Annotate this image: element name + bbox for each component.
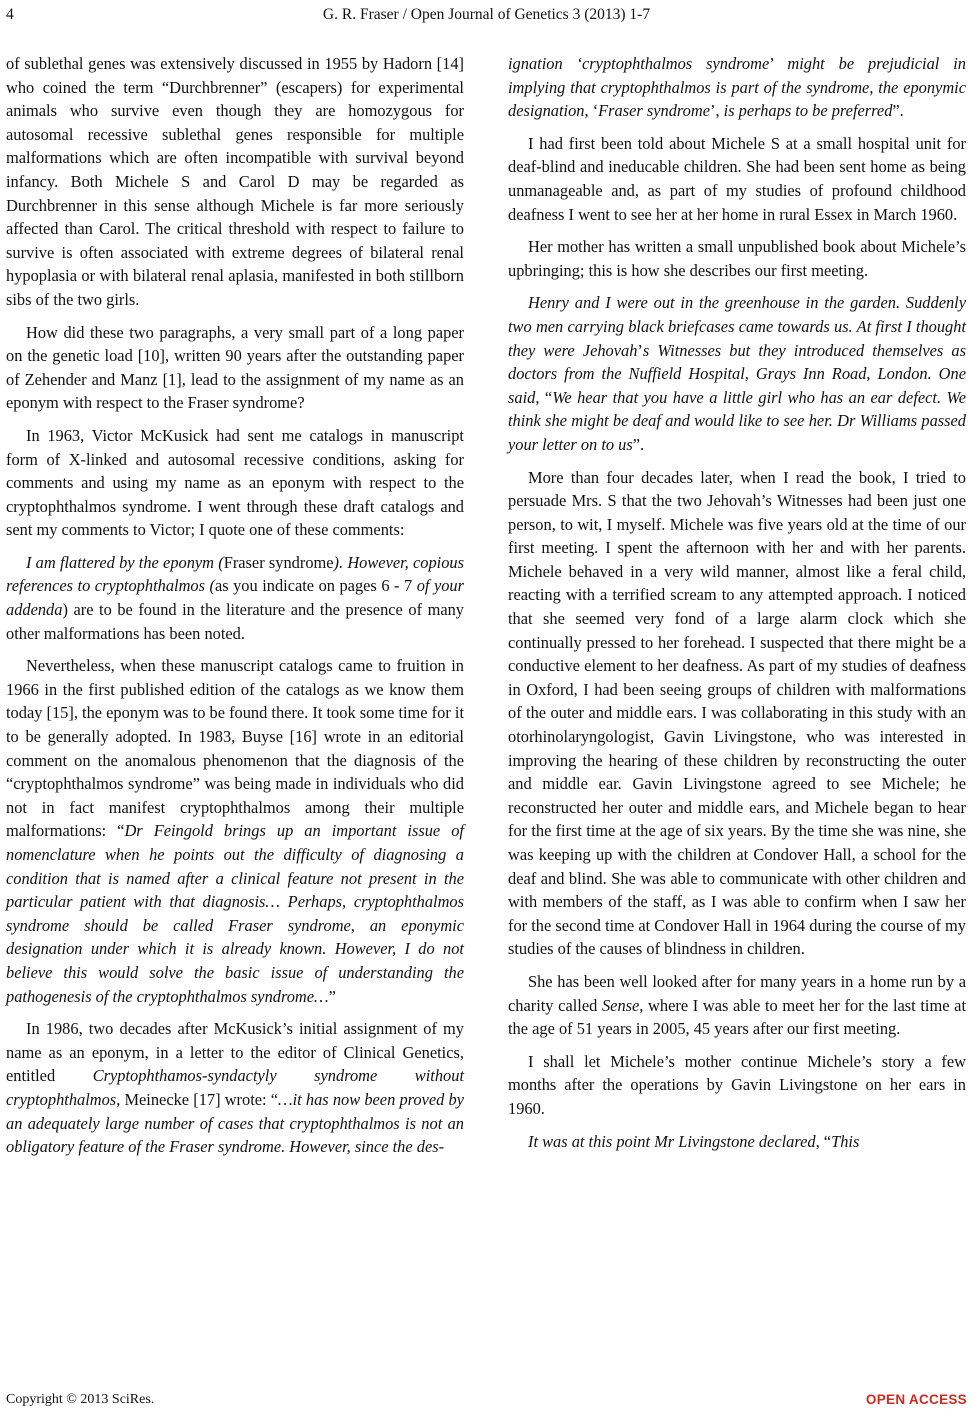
text-span: ’ bbox=[637, 340, 643, 360]
text-span: as you indicate on pages bbox=[214, 576, 377, 596]
text-span: ’ bbox=[769, 54, 788, 73]
left-column bbox=[6, 52, 464, 1168]
text-span: ”. bbox=[892, 101, 904, 121]
text-span: It was at this point Mr Livingstone declared bbox=[528, 1131, 816, 1151]
paragraph bbox=[6, 654, 464, 1008]
quote-paragraph bbox=[508, 1130, 966, 1154]
italic-quote: Dr Feingold brings up an important issue of nomenclature when he points out the difficulty of diagnosing a condition that is named after a clinical feature not present in the particular patient with that diagnosis… Perhaps, cryptophthalmos syndrome should be called Fraser syndrome, an eponymic designation under which it is already known. However, I do not believe this would solve the basic issue of understanding the pathogenesis of the cryptophthalmos syndrome… bbox=[6, 821, 464, 1006]
paragraph bbox=[508, 52, 966, 123]
paragraph: Her mother has written a small unpublished book about Michele’s upbringing; this is how she describes our first meeting. bbox=[508, 237, 966, 280]
text-span: , “ bbox=[815, 1131, 832, 1151]
paragraph: I had first been told about Michele S at a small hospital unit for deaf-blind and ineducable children. She had been sent home as being unmanageable and, as part of my studies of profound childhood deafness I went to see her at her home in rural Essex in March 1960. bbox=[508, 133, 966, 224]
text-span: Nevertheless, when these manuscript catalogs came to fruition in 1966 in the first published edition of the catalogs as we know them today [15], the eponym was to be found there. It took some time for it to be generally adopted. In 1983, Buyse [16] wrote in an editorial comment on the anomalous phenomenon that the diagnosis of the “cryptophthalmos syndrome” was being made in individuals who did not in fact manifest cryptophthalmos among their multiple malformations: “ bbox=[6, 656, 464, 841]
paragraph: of sublethal genes was extensively discussed in 1955 by Hadorn [14] who coined the term “Durchbrenner” (escapers) for experimental animals who survive even though they are homozygous for autosomal recessive sublethal genes responsible for multiple malformations which are often incompatible with survival beyond infancy. Both Michele S and Carol D may be regarded as Durchbrenner in this sense although Michele is far more seriously affected than Carol. The critical threshold with respect to failure to survive is often associated with extreme degrees of bilateral renal hypoplasia or with bilateral renal aplasia, manifested in both stillborn sibs of the two girls. bbox=[6, 54, 464, 309]
paragraph: In 1963, Victor McKusick had sent me catalogs in manuscript form of X-linked and autosomal recessive conditions, asking for comments and using my name as an eponym with respect to the cryptophthalmos syndrome. I went through these draft catalogs and sent my comments to Victor; I quote one of these comments: bbox=[6, 425, 464, 540]
text-span: ). However, copious references to cryptophthalmos ( bbox=[6, 552, 464, 596]
italic-text: Fraser syndrome bbox=[598, 101, 710, 121]
running-head: G. R. Fraser / Open Journal of Genetics 3 (2013) 1-7 bbox=[322, 6, 651, 23]
text-span: s Witnesses but they introduced themselves as doctors from the Nuffield Hospital, Grays Inn Road, London. One said bbox=[508, 340, 966, 407]
paragraph bbox=[6, 1017, 464, 1159]
italic-text: might be prejudicial in implying that cryptophthalmos is part of the syndrome, the eponymic designation bbox=[508, 54, 966, 121]
page-footer bbox=[0, 1392, 973, 1412]
text-span: ’, bbox=[710, 101, 724, 121]
text-span: , ‘ bbox=[584, 101, 599, 121]
right-column bbox=[508, 52, 966, 1162]
text-span: In 1986, two decades after McKusick’s initial assignment of my name as an eponym, in a letter to the editor of Clinical Genetics, entitled bbox=[6, 1019, 464, 1086]
page-header bbox=[0, 0, 973, 30]
text-span: We hear that you have a little girl who has an ear defect. We think she might be deaf and would like to see her. Dr Williams passed your letter on to us bbox=[508, 387, 966, 454]
text-span: ” bbox=[328, 986, 336, 1006]
text-span: , where I was able to meet her for the last time at the age of 51 years in 2005, 45 years after our first meeting. bbox=[508, 995, 966, 1039]
paragraph: I shall let Michele’s mother continue Michele’s story a few months after the operations by Gavin Livingstone on her ears in 1960. bbox=[508, 1051, 966, 1118]
page-number: 4 bbox=[6, 6, 14, 23]
paragraph: More than four decades later, when I read the book, I tried to persuade Mrs. S that the two Jehovah’s Witnesses had been just one person, to wit, I myself. Michele was five years old at the time of our first meeting. I spent the afternoon with her and with her parents. Michele behaved in a very wild manner, almost like a feral child, reacting with a terrified scream to any attempted approach. I noticed that she seemed very fond of a large alarm clock which she continually pressed to her forehead. I suspected that there might be a conductive element to her deafness. As part of my studies of deafness in Oxford, I had been seeing groups of children with malformations of the outer and middle ears. I was collaborating in this study with an otorhinolaryngologist, Gavin Livingstone, who was interested in improving the hearing of these children by reconstructing the outer and middle ear. Gavin Livingstone agreed to see Michele; he reconstructed her outer and middle ears, and Michele began to hear for the first time at the age of six years. By the time she was nine, she was keeping up with the children at Condover Hall, a school for the deaf and blind. She was able to communicate with other children and with members of the staff, as I was able to confirm when I saw her for the second time at Condover Hall in 1964 during the course of my studies of the causes of blindness in children. bbox=[508, 467, 966, 959]
quote-paragraph bbox=[6, 551, 464, 645]
text-span: Henry and I were out in the greenhouse in the garden. Suddenly two men carrying black briefcases came towards us. At first I thought they were Jehovah bbox=[508, 293, 966, 360]
paragraph: How did these two paragraphs, a very small part of a long paper on the genetic load [10], written 90 years after the outstanding paper of Zehender and Manz [1], lead to the assignment of my name as an eponym with respect to the Fraser syndrome? bbox=[6, 322, 464, 413]
text-span: , Meinecke [17] wrote: “ bbox=[116, 1089, 279, 1109]
text-span: of your addenda bbox=[6, 576, 464, 620]
text-span: 6 - 7 bbox=[376, 576, 417, 596]
text-span: I am flattered by the eponym ( bbox=[26, 552, 224, 572]
text-span: ”. bbox=[632, 434, 645, 454]
quote-paragraph bbox=[508, 291, 966, 456]
italic-quote: …it has now been proved by an adequately large number of cases that cryptophthalmos is not an obligatory feature of the Fraser syndrome. However, since the des- bbox=[6, 1089, 464, 1157]
charity-name: Sense bbox=[601, 995, 640, 1015]
italic-text: is perhaps to be preferred bbox=[723, 101, 893, 121]
text-span: This bbox=[831, 1131, 860, 1151]
copyright-notice: Copyright © 2013 SciRes. bbox=[6, 1392, 155, 1407]
text-span: ) are to be found in the literature and the presence of many other malformations has been noted. bbox=[6, 600, 464, 643]
letter-title: Cryptophthamos-syndactyly syndrome without cryptophthalmos bbox=[6, 1066, 464, 1109]
italic-text: ignation ‘ bbox=[508, 54, 583, 73]
paragraph bbox=[508, 970, 966, 1041]
text-span: , “ bbox=[535, 387, 553, 407]
italic-text: cryptophthalmos syndrome bbox=[582, 54, 770, 73]
text-span: Fraser syndrome bbox=[223, 552, 334, 572]
open-access-label: OPEN ACCESS bbox=[865, 1392, 967, 1407]
text-span: She has been well looked after for many years in a home run by a charity called bbox=[508, 971, 966, 1015]
